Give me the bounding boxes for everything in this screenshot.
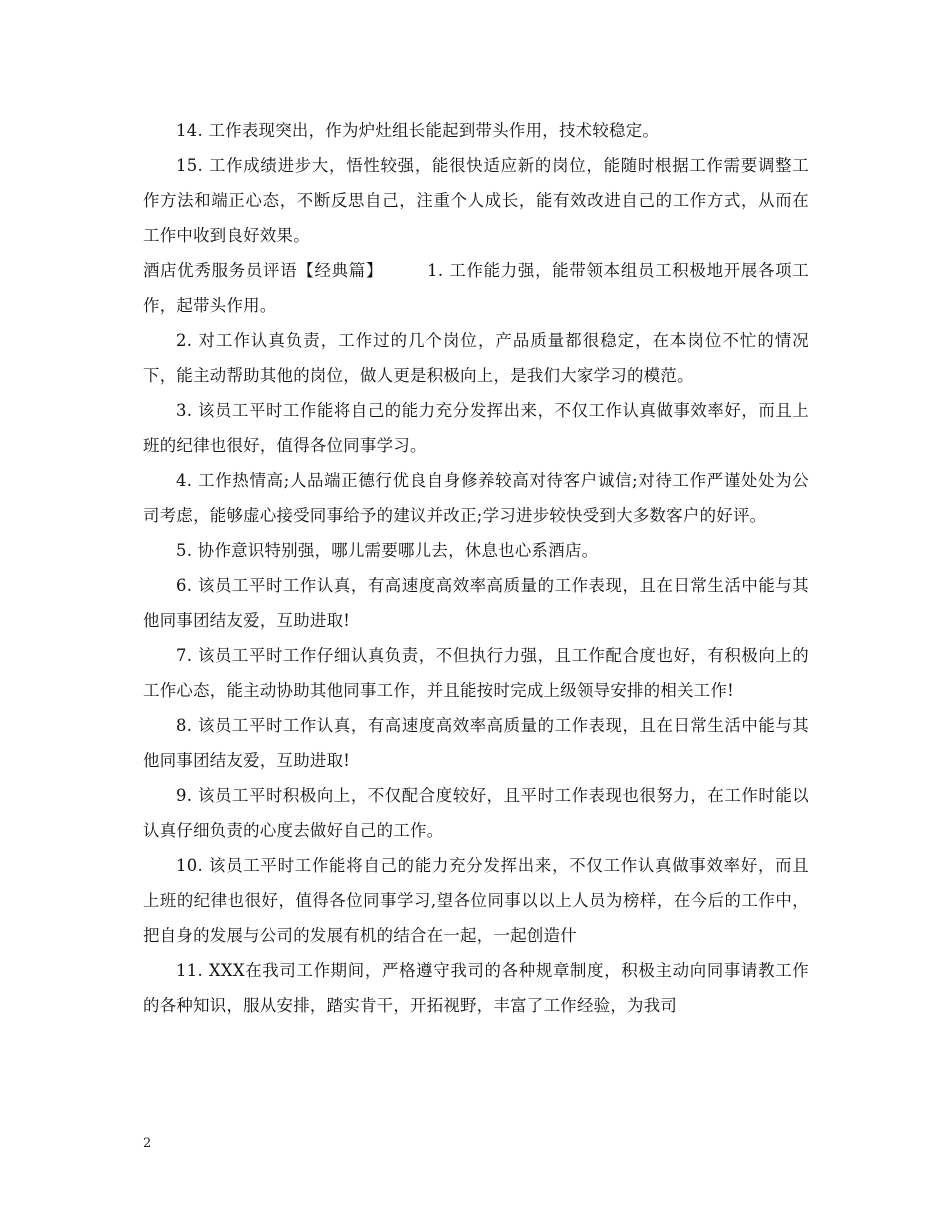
- list-item-11: 11. XXX在我司工作期间，严格遵守我司的各种规章制度，积极主动向同事请教工作的各种知识，服从安排，踏实肯干，开拓视野，丰富了工作经验，为我司: [143, 961, 809, 1015]
- list-item-4: 4. 工作热情高;人品端正德行优良自身修养较高对待客户诚信;对待工作严谨处处为公司考虑，能够虚心接受同事给予的建议并改正;学习进步较快受到大多数客户的好评。: [143, 471, 809, 525]
- section-paragraph: [143, 253, 809, 323]
- document-body: [143, 113, 809, 1023]
- list-item-10: 10. 该员工平时工作能将自己的能力充分发挥出来，不仅工作认真做事效率好，而且上班的纪律也很好，值得各位同事学习,望各位同事以以上人员为榜样，在今后的工作中，把自身的发展与公司的发展有机的结合在一起，一起创造什: [143, 856, 809, 945]
- section-heading: 酒店优秀服务员评语【经典篇】: [143, 261, 384, 280]
- section-first-item: 1. 工作能力强，能带领本组员工积极地开展各项工作，起带头作用。: [143, 261, 810, 315]
- page-number: 2: [143, 1136, 152, 1151]
- list-item-6: 6. 该员工平时工作认真，有高速度高效率高质量的工作表现，且在日常生活中能与其他同事团结友爱，互助进取!: [143, 576, 809, 630]
- paragraph-14: 14. 工作表现突出，作为炉灶组长能起到带头作用，技术较稳定。: [176, 121, 660, 140]
- paragraph-15: 15. 工作成绩进步大，悟性较强，能很快适应新的岗位，能随时根据工作需要调整工作方法和端正心态，不断反思自己，注重个人成长，能有效改进自己的工作方式，从而在工作中收到良好效果。: [143, 156, 809, 245]
- list-item-9: 9. 该员工平时积极向上，不仅配合度较好，且平时工作表现也很努力，在工作时能以认真仔细负责的心度去做好自己的工作。: [143, 786, 809, 840]
- list-item-5: 5. 协作意识特别强，哪儿需要哪儿去，休息也心系酒店。: [176, 541, 599, 560]
- list-item-2: 2. 对工作认真负责，工作过的几个岗位，产品质量都很稳定，在本岗位不忙的情况下，能主动帮助其他的岗位，做人更是积极向上，是我们大家学习的模范。: [143, 331, 809, 385]
- list-item-3: 3. 该员工平时工作能将自己的能力充分发挥出来，不仅工作认真做事效率好，而且上班的纪律也很好，值得各位同事学习。: [143, 401, 809, 455]
- list-item-8: 8. 该员工平时工作认真，有高速度高效率高质量的工作表现，且在日常生活中能与其他同事团结友爱，互助进取!: [143, 716, 809, 770]
- list-item-7: 7. 该员工平时工作仔细认真负责，不但执行力强，且工作配合度也好，有积极向上的工作心态，能主动协助其他同事工作，并且能按时完成上级领导安排的相关工作!: [143, 646, 809, 700]
